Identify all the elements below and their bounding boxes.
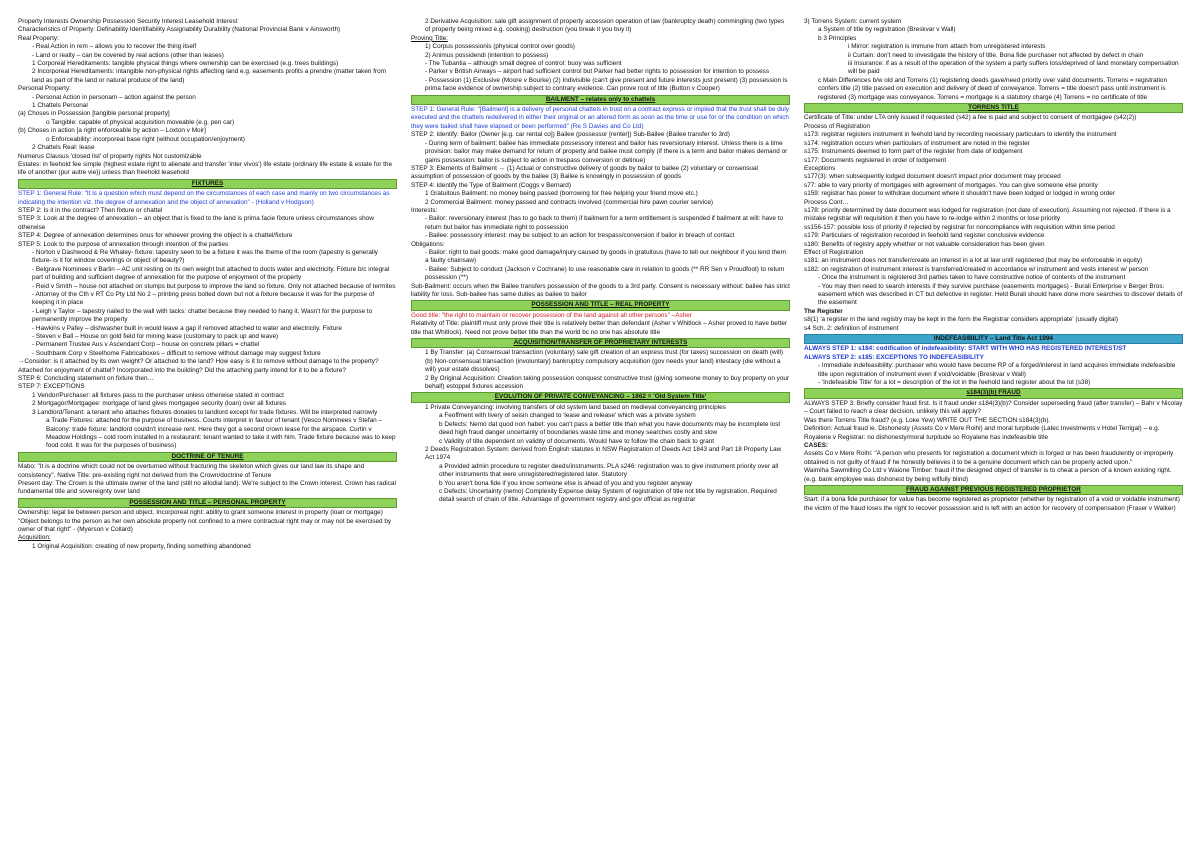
text-line: - Bailee: possessory interest: may be subject to an action for trespass/conversion if bailor in breach of contact <box>425 232 735 240</box>
text-line: - Personal Action in personam – action against the person <box>32 93 196 101</box>
text-line: - Immediate indefeasibility: purchaser who would have become RP of a forged/interest in land acquires immediate indefeasible title upon registration of instrument even if void/voidable (Breskvar v Wall) <box>818 362 1176 378</box>
text-line: 2 Mortgagor/Mortgagee: mortgage of land gives mortgagee security (loan) over all fixtures <box>32 400 286 408</box>
section-heading: s184(3)(b) FRAUD <box>804 388 1183 398</box>
text-line: s177: Documents registered in order of lodgement <box>804 156 947 164</box>
text-line: - Norton v Dashwood & Re Whaley- fixture: tapestry seen to be a fixture it was the theme of the room (tapestry is generally fixture- is it for window coverings or object of beauty?) <box>32 248 378 265</box>
text-line: c Defects: Uncertainty (nemo) Complexity Expense delay System of registration of title not title by registration. Required detail search of chain of title. Advantage of government registry and gov official as registrar <box>439 487 777 504</box>
text-line: Relativity of Title: plaintiff must only prove their title is relatively better than defendant (Asher v Whitlock – Asher proved to have better title that Whitlock). Need not prove better title than the world bc no one has absolute title <box>411 320 788 336</box>
text-line: - Possession (1) Exclusive (Moore v Bourke) (2) Indivisible (can't give present and future interests just present) (3) possession is prima facie evidence of ownership subject to contrary evidence. Can prove root of title (Button v Cooper) <box>425 76 788 93</box>
text-line: s175: Instruments deemed to form part of the register from date of lodgement <box>804 148 1023 156</box>
text-line: 3) Torrens System: current system <box>804 18 902 25</box>
text-line: - Permanent Trustee Aus v Ascendant Corp – house on concrete pillars = chattel <box>32 341 260 349</box>
text-line: Effect of Registration <box>804 248 864 256</box>
text-line: Real Property: <box>18 34 59 42</box>
text-line: Characteristics of Property: Definability Identifiability Assignability Durability (National Provincial Bank v Ainsworth) <box>18 26 341 34</box>
text-line: c Main Differences b/w old and Torrens (1) registering deeds gave/need priority over valid documents. Torrens = registration confers title (2) title passed on execution and delivery of deed of conveyance. Torrens = title doesn't pass until instrument is registered (3) mortgage was conveyance. Torrens = mortgage is a statutory charge (4) Torrens = no certificate of title <box>818 76 1167 101</box>
text-line: - Southbank Corp v Steelhome Fabricaboxes – difficult to remove without damage may suggest fixture <box>32 349 321 357</box>
text-line: s4 Sch. 2: definition of instrument <box>804 324 899 332</box>
text-line: 2 Commercial Bailment: money passed and contracts involved (commercial hire pawn courier service) <box>425 198 714 206</box>
text-line: Certificate of Title: under LTA only issued if requested (s42) a fee is paid and subject to consent of mortgagee (s42(2)) <box>804 114 1137 122</box>
section-heading: POSSESSION AND TITLE – REAL PROPERTY <box>411 300 790 310</box>
text-line: 1 Original Acquisition: creating of new property, finding something abandoned <box>32 542 251 550</box>
text-line: STEP 4: Degree of annexation determines onus for whoever proving the object is a chattel/fixture <box>18 232 293 240</box>
text-line: s174: registration occurs when particulars of instrument are noted in the register <box>804 139 1030 147</box>
text-line: Estates: in feehold fee simple (highest estate right to alienate and transfer 'inter vivos') life estate (ordinary life estate & estate for the life of another (pur autre vie)) unless than freehold leasehold <box>18 160 393 177</box>
text-line: b Defects: Nemo dat quod non habet: you can't pass a better title than what you have documents may be incomplete lost deed high fraud danger uncertainty of boundaries waste time and money searches costly and slow <box>439 420 781 437</box>
text-line: - 'Indefeasible Title' for a lot = description of the lot in the feehold land register about the lot (s38) <box>818 379 1091 387</box>
text-line: 1 Private Conveyancing: involving transfers of old system land based on medieval conveyancing principles <box>425 403 726 411</box>
text-line: Ownership: legal tie between person and object. Incorporeal right: ability to grant someone interest in property (loan or mortgage) "Object belongs to the person as her own absolute property not confined to a mere contractual right may or may not be exercised by owner of that right" - (Myerson v Collard) <box>18 509 392 533</box>
section-heading: EVOLUTION OF PRIVATE CONVEYANCING – 1862 = 'Old System Title' <box>411 392 790 402</box>
text-line: iii Insurance: if as a result of the operation of the system a party suffers loss/deprived of land monetary compensation will be paid <box>848 60 1179 76</box>
text-line: s177(3): when subsequently lodged document doesn't impact prior document may proceed <box>804 173 1061 181</box>
text-line: ALWAYS STEP 2: s185: EXCEPTIONS TO INDEFEASIBILITY <box>804 353 984 361</box>
text-line: - Bailor: reversionary interest (has to go back to them) if bailment for a term entitlement is suspended if bailment at will: have to return but bailor has immediate right to possession <box>425 215 784 231</box>
text-line: - Hawkins v Pafey – dishwasher built in would leave a gap if removed attached to water and electricity. Fixture <box>32 324 342 332</box>
text-line: - Steven v Ball – House on gold field for mining lease (customary to pack up and leave) <box>32 333 279 341</box>
text-line: Mabo: "It is a doctrine which could not be overturned without fracturing the skeleton which gives our land law its shape and consistency". Native Title: pre-existing right not derived from the Crown/doctrine of Tenure <box>18 463 365 479</box>
section-heading: POSSESSION AND TITLE – PERSONAL PROPERTY <box>18 498 397 508</box>
text-line: Good title: "the right to maintain or recover possession of the land against all other persons" –Asher <box>411 311 692 319</box>
text-line: Property Interests Ownership Possession Security Interest Leasehold Interest <box>18 18 238 25</box>
text-line: →Consider: is it attached by its own weight? Or attached to the land? How easy is it to remove without damage to the property? Attached for enjoyment of chattel? Incorporated into the building? Did the attaching party intend for it to be a fixture? <box>18 358 379 374</box>
text-line: s180: Benefits of registry apply whether or not valuable consideration has been given <box>804 240 1045 248</box>
text-line: Process of Registration <box>804 122 871 130</box>
section-heading: ACQUISITION/TRANSFER OF PROPRIETARY INTERESTS <box>411 338 790 348</box>
text-line: s159: registrar has power to withdraw document where it shouldn't have been lodged or lodged in wrong order <box>804 190 1115 198</box>
text-line: c Validity of title dependent on validity of documents. Would have to follow the chain back to grant <box>439 437 715 445</box>
text-line: STEP 1: General Rule: "[Bailment] is a delivery of personal chattels in trust on a contract express or implied that the trust shall be duly executed and the chattels redelivered in either their original or an altered form as soon as the time or use for or the condition on which they were bailed shall have elapsed or been performed" (Re S Davies and Co Ltd) <box>411 106 789 130</box>
text-line: - Bailee: Subject to conduct (Jackson v Cochrane) to use reasonable care in relation to goods (** RR Sen v Proudfoot) to return possession (**) <box>425 265 785 282</box>
text-line: Present day: The Crown is the ultimate owner of the land (still no allodial land). We're subject to the Crown interest. Crown has radical fundamental title and sovereignty over land <box>18 479 396 496</box>
text-line: Was there Torrens Title fraud? (e.g. Loke Yew) WRITE OUT THE SECTION s184(3)(b). <box>804 416 1051 424</box>
text-line: 2 Incorporeal Hereditaments: intangible non-physical rights affecting land e.g. easements profits a prendre (matter taken from land as part of the land or natural produce of the land) <box>32 68 387 84</box>
text-line: a Provided admin procedure to register deeds/instruments. PLA s246: registration was to give instrument priority over all other instruments that were unregistered/registered later. Statutory <box>439 462 779 479</box>
text-line: (b) Choses in action [a right enforceable by action – Loxton v Moir] <box>18 127 206 135</box>
text-line: a Feoffment with livery of seisin changed to 'lease and release' which was a private system <box>439 412 696 420</box>
text-line: a Trade Fixtures: attached for the purpose of business. Courts interpret in favour of tenant (Vesco Nominees v Stefan – Balcony: trade fixture: landlord couldn't increase rent. Here they got a second crown lease for the airspace. Curtin v Meadow Holdings – cold room installed in a restaurant: tenant wanted to take it with him. Trade fixture because was to keep food cold. It was for the purposes of business) <box>46 417 396 450</box>
text-line: STEP 2: Is it in the contract? Then fixture or chattel <box>18 206 163 214</box>
text-line: The Register <box>804 307 843 315</box>
text-line: Exceptions <box>804 164 836 172</box>
text-line: - Once the instrument is registered 3rd parties taken to have constructive notice of contents of the instrument <box>818 274 1126 282</box>
text-line: s8(1) 'a register in the land registry may be kept in the form the Registrar considers appropriate' (usually digital) <box>804 316 1118 324</box>
text-line: 2) Animus possidendi (intention to possess) <box>425 51 549 59</box>
text-line: - During term of bailment: bailee has immediate possessory interest and bailor has reversionary interest. Unless there is a time provision: bailor may make demand for return of property and bailee must comply (if there is a term and bailor makes demand or gains possession: bailor is subject to action in trespass conversion or detinue) <box>425 139 788 164</box>
text-line: - Land or realty – can be covered by real actions (other than leases) <box>32 51 224 59</box>
text-line: - Leigh v Taylor – tapestry nailed to the wall with tacks: chattel because they needed to hang it. Wasn't for the purpose to permanently improve the property <box>32 307 373 324</box>
text-line: STEP 3: Look at the degree of annexation – an object that is fixed to the land is prima facie fixture unless circumstances show otherwise <box>18 215 374 231</box>
text-line: s181: an instrument does not transfer/create an interest in a lot at law until registered (but may be enforceable in equity) <box>804 257 1143 265</box>
text-line: s77: able to vary priority of mortgages with agreement of mortgages. You can give someone else priority <box>804 181 1098 189</box>
text-line: STEP 2: Identify: Bailor (Owner [e.g. car rental co]) Bailee (possessor [renter]) Sub-Bailee (Bailee transfer to 3rd) <box>411 131 730 139</box>
text-line: ALWAYS STEP 1: s184: codification of indefeasibility: START WITH WHO HAS REGISTERED INTEREST/ST <box>804 345 1127 353</box>
text-line: s182: on registration of instrument interest is transferred/created in accordance w/ instrument and vests interest w/ person <box>804 265 1149 273</box>
section-heading: BAILMENT – relates only to chattels <box>411 95 790 105</box>
text-line: ii Curtain: don't need to investigate the history of title. Bona fide purchaser not affected by defect in chain <box>848 51 1144 59</box>
text-line: ALWAYS STEP 3: Briefly consider fraud first. Is it fraud under s184(3)(b)? Consider superseding fraud (after transfer) – Bahr v Nicolay – Court failed to reach a clear decision, unlikely this will apply? <box>804 399 1183 416</box>
text-line: - Real Action in rem – allows you to recover the thing itself <box>32 43 197 51</box>
text-line: Proving Title: <box>411 34 448 42</box>
text-line: o Enforceability: incorporeal base right (without occupation/enjoyment) <box>46 135 245 143</box>
text-line: i Mirror: registration is immune from attach from unregistered interests <box>848 43 1046 51</box>
section-heading: DOCTRINE OF TENURE <box>18 452 397 462</box>
text-line: - Belgrave Nominees v Barlin – AC unit resting on its own weight but attached to ducts water and electricity. Fixture b/c integral part of building and sufficient degree of annexation for the purpose of enjoyment of the property <box>32 265 390 282</box>
text-line: Process Cont… <box>804 198 849 206</box>
text-line: s179: Particulars of registration recorded in feehold land register conclusive evidence <box>804 232 1045 240</box>
text-line: STEP 6: Concluding statement on fixture then… <box>18 375 154 383</box>
text-line: 2 Derivative Acquisition: sale gift assignment of property accession operation of law (bankruptcy death) commingling (two types of property being mixed e.g. cooking) destruction (you break it you buy it) <box>425 18 785 34</box>
text-line: Personal Property: <box>18 85 71 93</box>
text-line: STEP 3: Elements of Bailment → (1) Actual or constructive delivery of goods by bailor to bailee (2) voluntary or consensual assumption of possession of goods by the bailee (3) Bailee is knowingly in possession of goods <box>411 164 758 181</box>
text-line: 1 Chattels Personal <box>32 102 88 110</box>
text-line: Obligations: <box>411 240 445 248</box>
text-line: - You may then need to search interests if they survive purchase (easements mortgages) - Burali Enterprise v Berger Bros: easement which was described in CT but defective in register. Held Burali should have done more searches to discover details of the easement <box>818 282 1183 307</box>
text-line: 2 Deeds Registration System: derived from English statutes in NSW Registration of Deeds Act 1843 and Part 18 Property Law Act 1974 <box>425 445 782 462</box>
column-1 <box>18 18 397 848</box>
section-heading: TORRENS TITLE <box>804 103 1183 113</box>
text-line: Waimiha Sawmilling Co Ltd v Waione Timber: fraud if the designed object of transfer is to cheat a person of a known existing right. (e.g. bank employee was dishonest by being wilfully blind) <box>804 467 1172 483</box>
text-line: Interests: <box>411 206 438 214</box>
text-line: s178: priority determined by date document was lodged for registration (not date of execution). Assuming not rejected. If there is a mistake registrar will requisition it then you have to re-lodge within 2 months or lose priority <box>804 206 1171 223</box>
text-line: Definition: Actual fraud ie. Dishonesty (Assets Co v Mere Roihi) and moral turpitude (Latec Investments v Hotel Terrigal) – e.g. Royalene v Registrar: no dishonesty/moral turpitude so Royalene has indefeasible title <box>804 425 1160 441</box>
text-line: 3 Landlord/Tenant: a tenant who attaches fixtures donates to landlord except for trade fixtures. Will be interpreted narrowly <box>32 408 378 416</box>
text-line: STEP 4: Identify the Type of Bailment (Coggs v Bernard) <box>411 181 571 189</box>
text-line: s173: registrar registers instrument in feehold land by recording necessary particulars to identify the instrument <box>804 131 1117 139</box>
text-line: ss156-157: possible loss of priority if rejected by registrar for noncompliance with requisition within time period <box>804 223 1115 231</box>
text-line: Start: if a bona fide purchaser for value has become registered as proprietor (whether by registration of a void or voidable instrument) the victim of the fraud loses the right to recover possession and is left with an action for recovery of compensation (Fraser v Walker) <box>804 496 1180 512</box>
text-line: Assets Co v Mere Roihi: "A person who presents for registration a document which is forged or has been fraudulently or improperly obtained is not guilty of fraud if he honestly believes it to be a genuine document which can be properly acted upon." <box>804 450 1174 466</box>
text-line: 1) Corpus possessionis (physical control over goods) <box>425 43 575 51</box>
text-line: b You aren't bona fide if you know someone else is ahead of you and you register anyway <box>439 479 693 487</box>
text-line: STEP 1: General Rule: "It is a question which must depend on the circumstances of each case and mainly on two circumstances as indicating the intention viz. the degree of annexation and the object of annexation" - (Holland v Hodgson) <box>18 190 390 206</box>
text-line: 1 By Transfer: (a) Consensual transaction (voluntary) sale gift creation of an express trust (for taxes) succession on death (will) (b) Non-consensual transaction (involuntary) bankruptcy compulsory acquisition (gov needs your land) intestacy (die without a will) your estate dissolves) <box>425 349 784 374</box>
text-line: - Parker v British Airways – airport had sufficient control but Parker had better rights to possession for intention to possess <box>425 68 770 76</box>
column-3 <box>804 18 1183 848</box>
text-line: (a) Choses in Possession [tangible personal property] <box>18 110 170 118</box>
text-line: - Attorney of the Cth v RT Co Pty Ltd No 2 – printing press bolted down but not a fixture because it was for the purpose of keeping it in place <box>32 291 375 307</box>
text-line: 1 Corporeal Hereditaments: tangible physical things where ownership can be exercised (e.g. trees buildings) <box>32 60 339 68</box>
section-heading: INDEFEASIBILITY – Land Title Act 1994 <box>804 334 1183 344</box>
text-line: - Reid v Smith – house not attached on stumps but purpose to improve the land so fixture. Only not attached because of termites <box>32 282 396 290</box>
text-line: Acquisition: <box>18 534 51 542</box>
text-line: CASES: <box>804 441 829 449</box>
text-line: - Bailor: right to bail goods: make good damage/injury caused by goods in gratuitous (have to tell our neighbour if you lend them a faulty chainsaw) <box>425 248 786 265</box>
text-line: 1 Vendor/Purchaser: all fixtures pass to the purchaser unless otherwise stated in contract <box>32 391 284 399</box>
text-line: o Tangible: capable of physical acquisition moveable (e.g. pen car) <box>46 118 235 126</box>
text-line: Numerus Clausus 'closed list' of property rights Not customizable <box>18 152 202 160</box>
text-line: - The Tubantia – although small degree of control: buoy was sufficient <box>425 60 622 68</box>
text-line: 2 By Original Acquisition: Creation taking possession conquest constructive trust (giving someone money to buy property on your behalf) estoppel fixtures accession <box>425 374 790 391</box>
text-line: b 3 Principles <box>818 34 857 42</box>
text-line: STEP 7: EXCEPTIONS <box>18 383 85 391</box>
text-line: 2 Chattels Real: lease <box>32 144 95 152</box>
text-line: STEP 5: Look to the purpose of annexation through intention of the parties <box>18 240 229 248</box>
text-line: 1 Gratuitous Bailment: no money being passed (borrowing for free helping your friend move etc.) <box>425 190 698 198</box>
section-heading: FRAUD AGAINST PREVIOUS REGISTERED PROPRIETOR <box>804 485 1183 495</box>
text-line: a System of title by registration (Breskvar v Wall) <box>818 26 956 34</box>
text-line: Sub-Bailment: occurs when the Bailee transfers possession of the goods to a 3rd party. Consent is necessary without: bailee has strict liability for loss. Sub-bailee has same duties as bailee to bailor <box>411 282 790 298</box>
section-heading: FIXTURES <box>18 179 397 189</box>
column-2 <box>411 18 790 848</box>
